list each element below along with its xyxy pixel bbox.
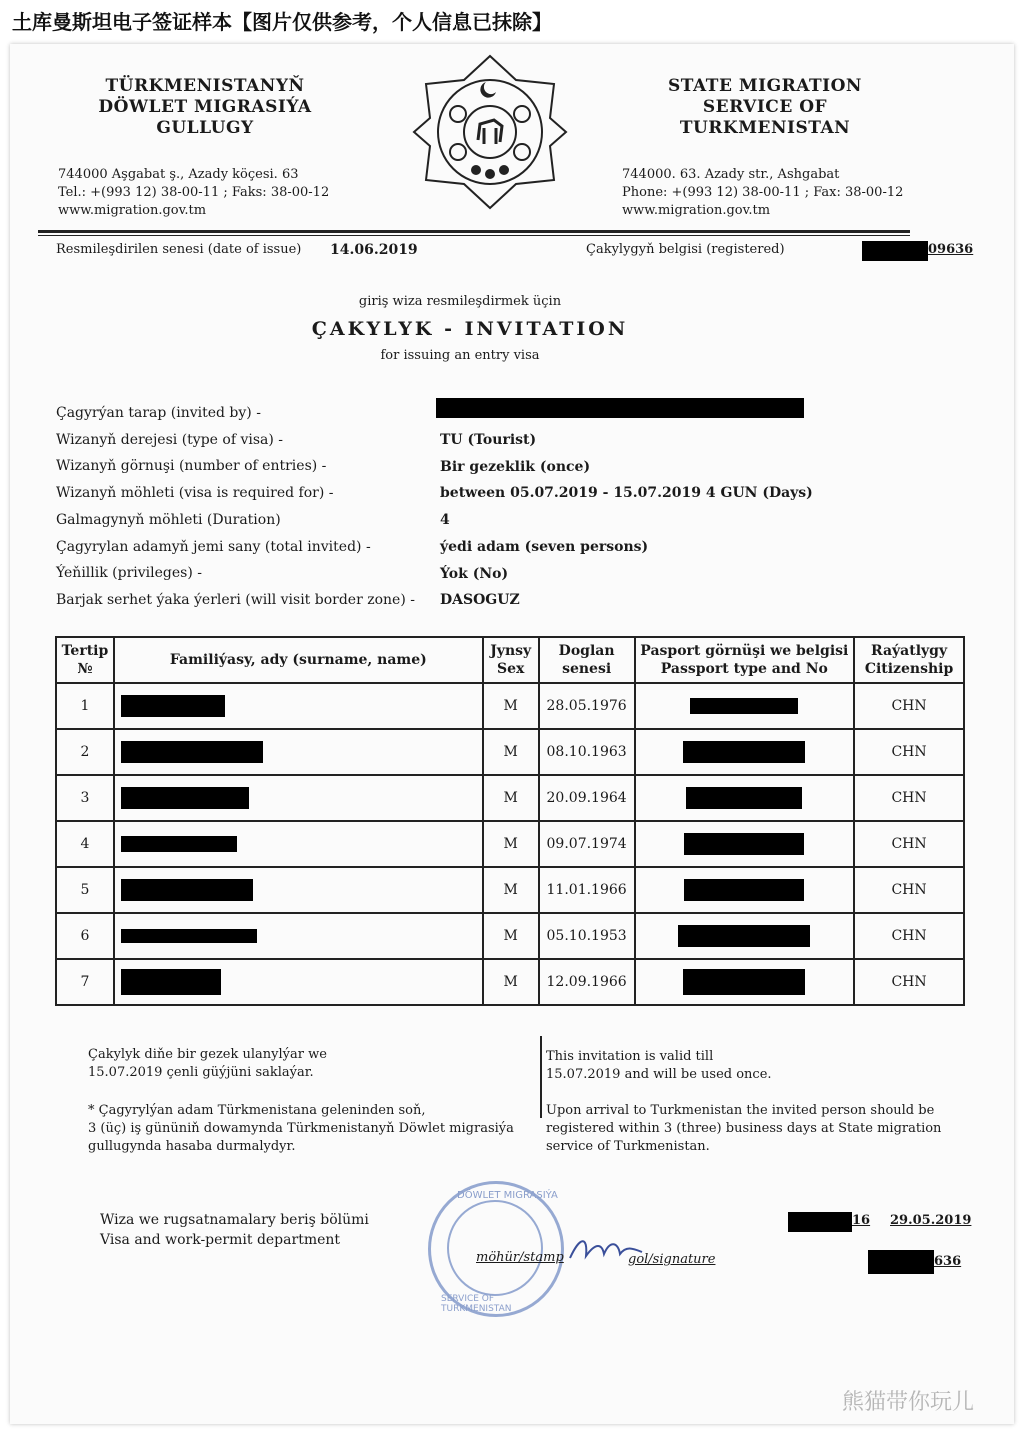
col-header-dob (539, 637, 635, 683)
cell-name (114, 821, 483, 867)
cell-citizenship: CHN (854, 821, 964, 867)
field-label-total-invited: Çagyrylan adamyň jemi sany (total invited) - (56, 538, 371, 555)
redaction-bar (868, 1250, 934, 1274)
field-value-total-invited: ýedi adam (seven persons) (440, 538, 649, 555)
note-left-validity (88, 1046, 327, 1082)
field-value-privileges: Ýok (No) (440, 565, 509, 582)
redaction-bar (121, 741, 263, 763)
cell-sex: M (483, 913, 539, 959)
field-label-border-zone: Barjak serhet ýaka ýerleri (will visit border zone) - (56, 591, 415, 608)
header-line: Sex (496, 661, 525, 677)
note-right-validity (546, 1048, 772, 1084)
header-divider-thin (38, 235, 910, 236)
header-divider (38, 230, 910, 233)
page-title: ÇAKYLYK - INVITATION (311, 318, 629, 340)
table-row (56, 821, 964, 867)
cell-sex: M (483, 959, 539, 1005)
cell-name (114, 913, 483, 959)
field-value-duration: 4 (440, 512, 450, 529)
field-label-visa-period: Wizanyň möhleti (visa is required for) - (56, 485, 334, 502)
department-line: Wiza we rugsatnamalary beriş bölümi (100, 1212, 369, 1228)
official-stamp-icon (428, 1181, 564, 1317)
issuer-title-en (640, 76, 890, 139)
field-label-invited-by: Çagyrýan tarap (invited by) - (56, 405, 261, 421)
reference-number-2: 636 (934, 1254, 962, 1269)
field-label-visa-type: Wizanyň derejesi (type of visa) - (56, 431, 284, 448)
cell-no: 2 (56, 729, 114, 775)
website-line: www.migration.gov.tm (58, 203, 207, 218)
cell-sex: M (483, 867, 539, 913)
title-pre: giriş wiza resmileşdirmek üçin (358, 294, 562, 309)
registration-number-value: 09636 (928, 242, 974, 257)
signature-date: 29.05.2019 (890, 1213, 972, 1228)
address-line: 744000 Aşgabat ş., Azady köçesi. 63 (58, 167, 299, 182)
table-header-row (56, 637, 964, 683)
signature-label: gol/signature (628, 1252, 716, 1267)
cell-name (114, 683, 483, 729)
cell-passport (635, 775, 855, 821)
header-line: Citizenship (864, 661, 954, 677)
table-row (56, 683, 964, 729)
note-line: 15.07.2019 çenli güýjüni saklaýar. (88, 1065, 314, 1080)
cell-citizenship: CHN (854, 683, 964, 729)
redaction-bar (684, 833, 804, 855)
cell-passport (635, 959, 855, 1005)
field-values (440, 427, 813, 614)
cell-sex: M (483, 821, 539, 867)
issuer-address-en (622, 166, 903, 220)
table-row (56, 867, 964, 913)
invitation-document (10, 44, 1014, 1424)
cell-no: 1 (56, 683, 114, 729)
note-line: This invitation is valid till (546, 1049, 714, 1064)
field-value-visa-period: between 05.07.2019 - 15.07.2019 4 GUN (Days) (440, 485, 813, 502)
note-line: 3 (üç) iş gününiň dowamynda Türkmenistanyň Döwlet migrasiýa (88, 1121, 514, 1136)
header-line: Pasport görnüşi we belgisi (640, 643, 849, 659)
notes-divider (540, 1036, 542, 1118)
note-line: registered within 3 (three) business days at State migration (546, 1121, 942, 1136)
date-of-issue-value: 14.06.2019 (330, 242, 418, 258)
field-label-duration: Galmagynyň möhleti (Duration) (56, 511, 281, 528)
cell-name (114, 775, 483, 821)
cell-sex: M (483, 775, 539, 821)
cell-passport (635, 683, 855, 729)
issuer-title-line: TURKMENISTAN (679, 118, 851, 138)
cell-dob: 08.10.1963 (539, 729, 635, 775)
redaction-bar (121, 969, 221, 995)
cell-citizenship: CHN (854, 775, 964, 821)
cell-dob: 28.05.1976 (539, 683, 635, 729)
phone-line: Phone: +(993 12) 38-00-11 ; Fax: 38-00-12 (622, 185, 904, 200)
redaction-bar (683, 969, 805, 995)
stamp-label: möhür/stamp (476, 1250, 564, 1265)
issuer-title-line: GULLUGY (156, 118, 254, 138)
cell-dob: 12.09.1966 (539, 959, 635, 1005)
title-sub: for issuing an entry visa (380, 348, 540, 363)
note-line: Çakylyk diňe bir gezek ulanylýar we (88, 1047, 327, 1062)
caption: 土库曼斯坦电子签证样本【图片仅供参考，个人信息已抹除】 (12, 10, 552, 34)
department-name (100, 1210, 369, 1250)
cell-dob: 05.10.1953 (539, 913, 635, 959)
redaction-bar (862, 241, 928, 261)
cell-dob: 09.07.1974 (539, 821, 635, 867)
note-line: 15.07.2019 and will be used once. (546, 1067, 772, 1082)
field-value-entries: Bir gezeklik (once) (440, 458, 591, 475)
cell-dob: 11.01.1966 (539, 867, 635, 913)
cell-no: 7 (56, 959, 114, 1005)
issuer-title-line: DÖWLET MIGRASIÝA (98, 97, 312, 117)
cell-name (114, 959, 483, 1005)
table-row (56, 959, 964, 1005)
cell-dob: 20.09.1964 (539, 775, 635, 821)
note-line: * Çagyrylýan adam Türkmenistana geleninden soň, (88, 1103, 426, 1118)
cell-sex: M (483, 729, 539, 775)
header-line: senesi (562, 661, 612, 677)
cell-no: 4 (56, 821, 114, 867)
cell-name (114, 867, 483, 913)
note-right-registration (546, 1102, 941, 1156)
col-header-sex (483, 637, 539, 683)
cell-citizenship: CHN (854, 729, 964, 775)
issuer-title-line: STATE MIGRATION (668, 76, 862, 96)
redaction-bar (690, 698, 798, 714)
cell-passport (635, 867, 855, 913)
cell-passport (635, 821, 855, 867)
cell-citizenship: CHN (854, 867, 964, 913)
invited-persons-table (55, 636, 965, 1006)
cell-name (114, 729, 483, 775)
redaction-bar (121, 836, 237, 852)
redaction-bar (686, 787, 802, 809)
table-row (56, 775, 964, 821)
cell-citizenship: CHN (854, 959, 964, 1005)
stamp-ring-text: DÖWLET MIGRASIÝA (457, 1190, 558, 1201)
field-labels (56, 400, 415, 614)
header-line: Tertip (61, 643, 109, 659)
redaction-bar (678, 925, 810, 947)
redaction-bar-invited-by (436, 398, 804, 418)
state-emblem-icon (410, 52, 570, 212)
table-row (56, 729, 964, 775)
cell-sex: M (483, 683, 539, 729)
issuer-title-tk (80, 76, 330, 139)
header-line: Raýatlygy (871, 643, 948, 659)
note-line: gullugynda hasaba durmalydyr. (88, 1139, 296, 1154)
address-line: 744000. 63. Azady str., Ashgabat (622, 167, 840, 182)
col-header-name: Familiýasy, ady (surname, name) (114, 637, 483, 683)
redaction-bar (121, 929, 257, 943)
stamp-inner-ring (447, 1200, 543, 1296)
cell-no: 3 (56, 775, 114, 821)
registration-number-label: Çakylygyň belgisi (registered) (586, 242, 785, 257)
redaction-bar (121, 695, 225, 717)
header-line: Passport type and No (660, 661, 828, 677)
phone-line: Tel.: +(993 12) 38-00-11 ; Faks: 38-00-12 (58, 185, 330, 200)
note-left-registration (88, 1102, 514, 1156)
header-line: № (77, 661, 93, 677)
redaction-bar (121, 879, 253, 901)
cell-citizenship: CHN (854, 913, 964, 959)
issuer-address-tk (58, 166, 329, 220)
col-header-citizenship (854, 637, 964, 683)
note-line: service of Turkmenistan. (546, 1139, 710, 1154)
cell-no: 6 (56, 913, 114, 959)
field-value-visa-type: TU (Tourist) (440, 432, 537, 448)
department-line: Visa and work-permit department (100, 1232, 341, 1248)
field-label-entries: Wizanyň görnuşi (number of entries) - (56, 458, 327, 475)
col-header-passport (635, 637, 855, 683)
reference-number: 16 (852, 1213, 871, 1228)
redaction-bar (684, 879, 804, 901)
redaction-bar (788, 1212, 852, 1232)
redaction-bar (121, 787, 249, 809)
col-header-no (56, 637, 114, 683)
watermark: 熊猫带你玩儿 (841, 1390, 974, 1415)
issuer-title-line: SERVICE OF (702, 97, 828, 117)
cell-no: 5 (56, 867, 114, 913)
website-line: www.migration.gov.tm (622, 203, 771, 218)
date-of-issue-label: Resmileşdirilen senesi (date of issue) (56, 242, 302, 257)
redaction-bar (683, 741, 805, 763)
header-line: Doglan (558, 643, 615, 659)
table-row (56, 913, 964, 959)
cell-passport (635, 729, 855, 775)
stamp-ring-text: SERVICE OF TURKMENISTAN (441, 1294, 512, 1314)
issuer-title-line: TÜRKMENISTANYŇ (105, 76, 305, 96)
field-label-privileges: Ýeňillik (privileges) - (56, 565, 202, 582)
note-line: Upon arrival to Turkmenistan the invited person should be (546, 1103, 935, 1118)
cell-passport (635, 913, 855, 959)
field-value-border-zone: DASOGUZ (440, 592, 520, 609)
header-line: Jynsy (490, 643, 532, 659)
